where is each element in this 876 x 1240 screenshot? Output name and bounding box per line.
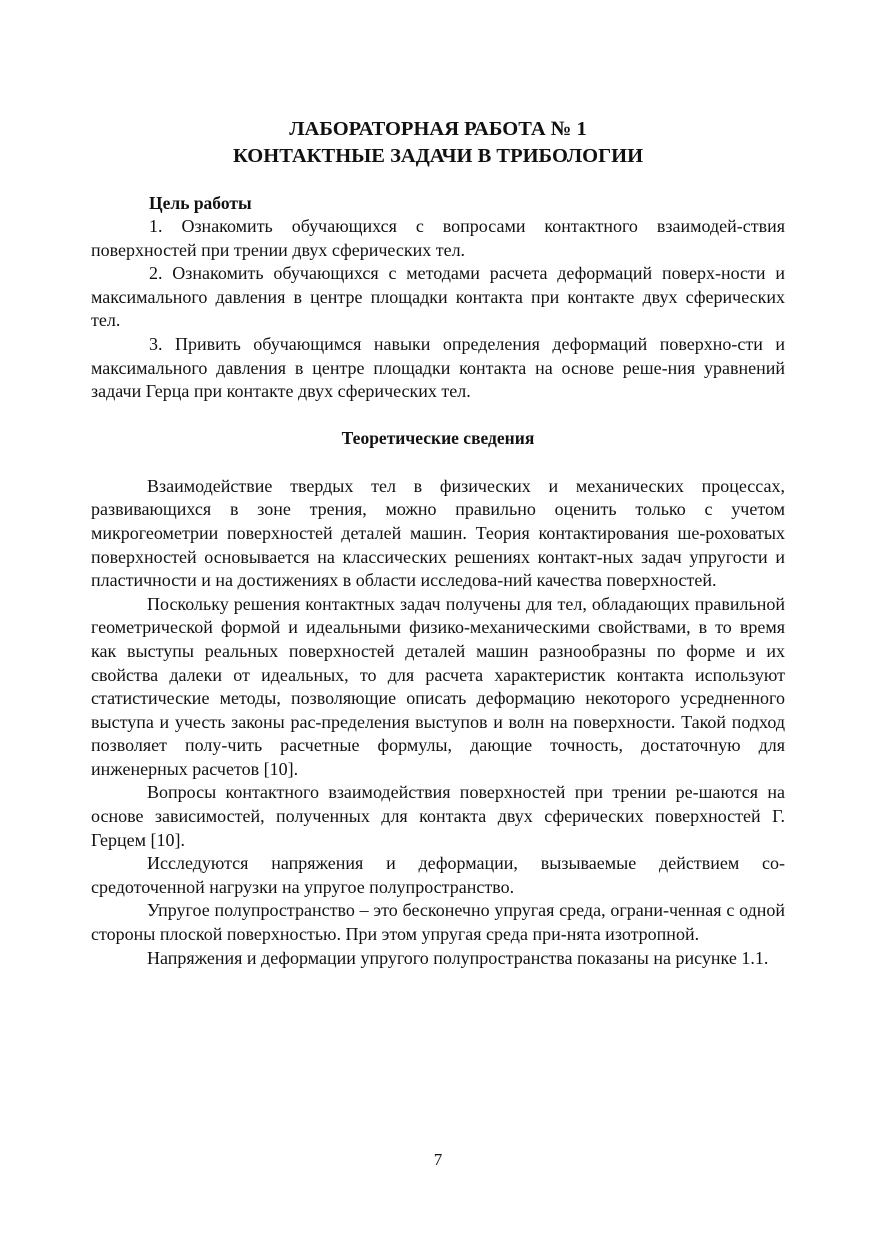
goal-item-3: 3. Привить обучающимся навыки определения деформаций поверхно-сти и максимального давления в центре площадки контакта на основе реше-ния уравнений задачи Герца при контакте двух сферических тел. [91,333,785,402]
theory-paragraph-3: Вопросы контактного взаимодействия поверхностей при трении ре-шаются на основе зависимостей, полученных для контакта двух сферических поверхностей Г. Герцем [10]. [91,782,785,850]
theory-paragraph-4: Исследуются напряжения и деформации, вызываемые действием со-средоточенной нагрузки на упругое полупространство. [91,853,785,897]
theory-paragraph-2: Поскольку решения контактных задач получены для тел, обладающих правильной геометрической формой и идеальными физико-механическими свойствами, в то время как выступы реальных поверхностей деталей машин разнообразны по форме и их свойства далеки от идеальных, то для расчета характеристик контакта используют статистические методы, позволяющие описать деформацию некоторого усредненного выступа и учесть законы рас-пределения выступов и волн на поверхности. Такой подход позволяет полу-чить расчетные формулы, дающие точность, достаточную для инженерных расчетов [10]. [91,593,785,779]
page-number: 7 [433,1150,443,1169]
page-content [91,116,785,970]
theory-paragraph-6: Напряжения и деформации упругого полупространства показаны на рисунке 1.1. [147,947,769,968]
goal-heading: Цель работы [149,193,252,213]
title-line-1: ЛАБОРАТОРНАЯ РАБОТА № 1 [289,118,587,140]
theory-heading: Теоретические сведения [341,427,535,448]
theory-paragraph-1: Взаимодействие твердых тел в физических и механических процессах, развивающихся в зоне трения, можно правильно оценить только с учетом микрогеометрии поверхностей деталей машин. Теория контактирования ше-роховатых поверхностей основывается на классических решениях контакт-ных задач упругости и пластичности и на достижениях в области исследова-ний качества поверхностей. [91,475,785,591]
theory-paragraph-5: Упругое полупространство – это бесконечно упругая среда, ограни-ченная с одной стороны плоской поверхностью. При этом упругая среда при-нята изотропной. [91,900,785,945]
title-line-2: КОНТАКТНЫЕ ЗАДАЧИ В ТРИБОЛОГИИ [232,145,644,167]
theory-body [91,475,785,970]
goals-list [91,215,785,404]
lab-work-title [91,116,785,170]
goal-item-1: 1. Ознакомить обучающихся с вопросами контактного взаимодей-ствия поверхностей при трении двух сферических тел. [91,216,785,260]
goal-item-2: 2. Ознакомить обучающихся с методами расчета деформаций поверх-ности и максимального давления в центре площадки контакта при контакте двух сферических тел. [91,263,785,331]
